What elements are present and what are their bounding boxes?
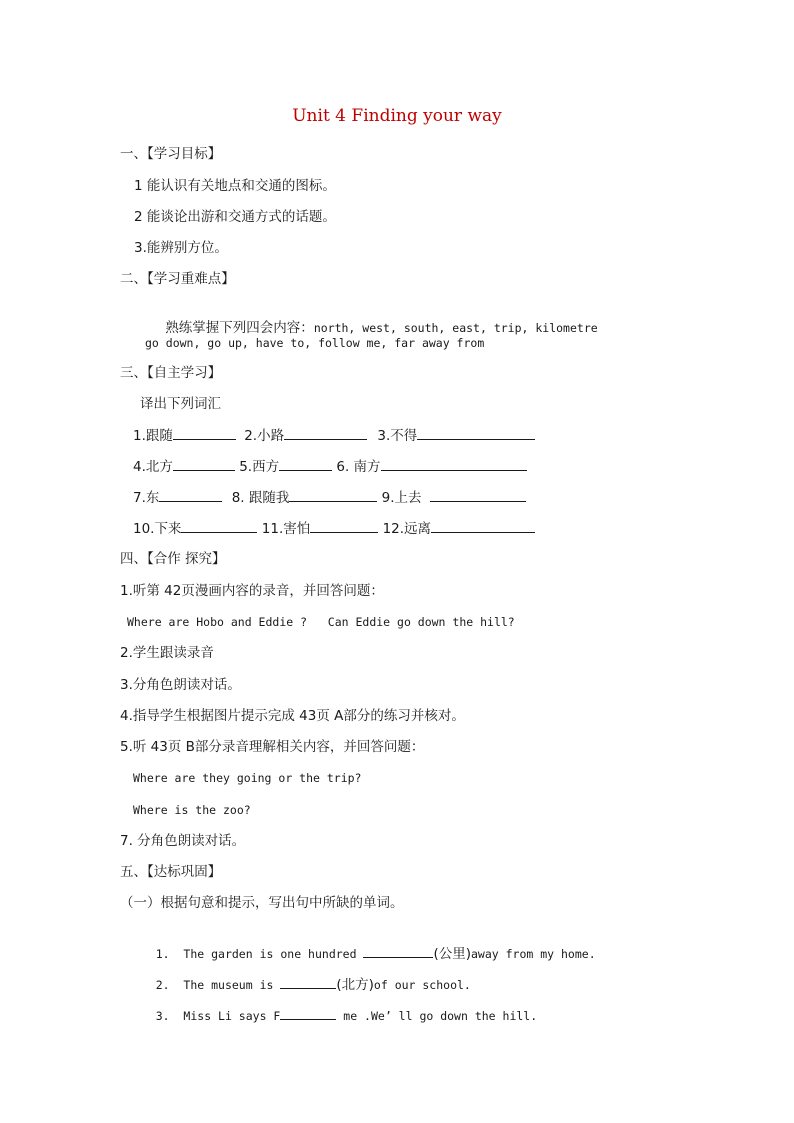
answer-blank[interactable] [417, 426, 535, 440]
answer-blank[interactable] [173, 457, 235, 471]
vocab-item: 2.小路 [244, 428, 285, 444]
explore-question-1-english: Where are Hobo and Eddie ? Can Eddie go down the hill? [127, 615, 515, 629]
practice-item-text-before: The garden is one hundred [183, 947, 357, 961]
key-points-cn: 熟练掌握下列四会内容： [165, 320, 314, 336]
answer-blank[interactable] [159, 488, 222, 502]
practice-item-hint: (北方) [336, 977, 374, 993]
section-heading-key-points: 二、【学习重难点】 [120, 271, 235, 287]
explore-item-3: 3.分角色朗读对话。 [120, 677, 241, 693]
vocab-item: 3.不得 [377, 428, 418, 444]
vocab-item: 11.害怕 [261, 521, 311, 537]
practice-item [128, 988, 537, 1043]
goal-item: 2 能谈论出游和交通方式的话题。 [134, 209, 336, 225]
explore-item-5: 5.听 43页 B部分录音理解相关内容，并回答问题： [120, 739, 425, 755]
answer-blank[interactable] [280, 1006, 336, 1020]
vocab-item: 5.西方 [239, 459, 280, 475]
practice-intro: （一）根据句意和提示，写出句中所缺的单词。 [120, 895, 404, 911]
explore-item-2: 2.学生跟读录音 [120, 645, 214, 661]
practice-item-number: 3. [155, 1009, 170, 1023]
key-points-en: north, west, south, east, trip, kilometre [313, 321, 598, 335]
section-heading-practice: 五、【达标巩固】 [120, 864, 222, 880]
practice-item-text-before: Miss Li says F [183, 1009, 281, 1023]
answer-blank[interactable] [284, 426, 367, 440]
practice-item-text-after: away from my home. [471, 947, 596, 961]
vocab-row [133, 426, 535, 445]
vocab-item: 9.上去 [381, 490, 422, 506]
self-study-intro: 译出下列词汇 [140, 396, 221, 412]
vocab-item: 4.北方 [133, 459, 173, 475]
answer-blank[interactable] [280, 975, 336, 989]
practice-item-text-after: me .We’ ll go down the hill. [336, 1009, 538, 1023]
practice-item-text-after: of our school. [373, 978, 471, 992]
explore-item-4: 4.指导学生根据图片提示完成 43页 A部分的练习并核对。 [120, 708, 465, 724]
answer-blank[interactable] [381, 457, 527, 471]
vocab-row [133, 457, 527, 476]
section-heading-goals: 一、【学习目标】 [120, 146, 222, 162]
vocab-item: 8. 跟随我 [231, 490, 290, 506]
practice-item-hint: (公里) [433, 946, 471, 962]
vocab-item: 12.远离 [382, 521, 432, 537]
section-heading-self-study: 三、【自主学习】 [120, 365, 222, 381]
explore-item-7: 7. 分角色朗读对话。 [120, 833, 246, 849]
answer-blank[interactable] [363, 944, 433, 958]
vocab-item: 1.跟随 [133, 428, 173, 444]
answer-blank[interactable] [289, 488, 377, 502]
answer-blank[interactable] [181, 519, 257, 533]
answer-blank[interactable] [431, 519, 535, 533]
practice-item-text-before: The museum is [183, 978, 274, 992]
answer-blank[interactable] [310, 519, 378, 533]
answer-blank[interactable] [279, 457, 332, 471]
explore-question-1: 1.听第 42页漫画内容的录音，并回答问题： [120, 583, 384, 599]
goal-item: 1 能认识有关地点和交通的图标。 [134, 178, 336, 194]
goal-item: 3.能辨别方位。 [134, 240, 228, 256]
practice-item-number: 2. [155, 978, 170, 992]
answer-blank[interactable] [430, 488, 526, 502]
explore-question-5b: Where is the zoo? [133, 803, 251, 817]
key-points-line-2: go down, go up, have to, follow me, far away from [145, 336, 485, 350]
vocab-row [133, 488, 526, 507]
explore-question-5a: Where are they going or the trip? [133, 771, 362, 785]
answer-blank[interactable] [173, 426, 236, 440]
page-title: Unit 4 Finding your way [292, 106, 502, 126]
section-heading-explore: 四、【合作 探究】 [120, 551, 226, 567]
vocab-item: 10.下来 [133, 521, 182, 537]
vocab-row [133, 519, 535, 538]
vocab-item: 6. 南方 [336, 459, 381, 475]
vocab-item: 7.东 [133, 490, 160, 506]
practice-item-number: 1. [155, 947, 170, 961]
